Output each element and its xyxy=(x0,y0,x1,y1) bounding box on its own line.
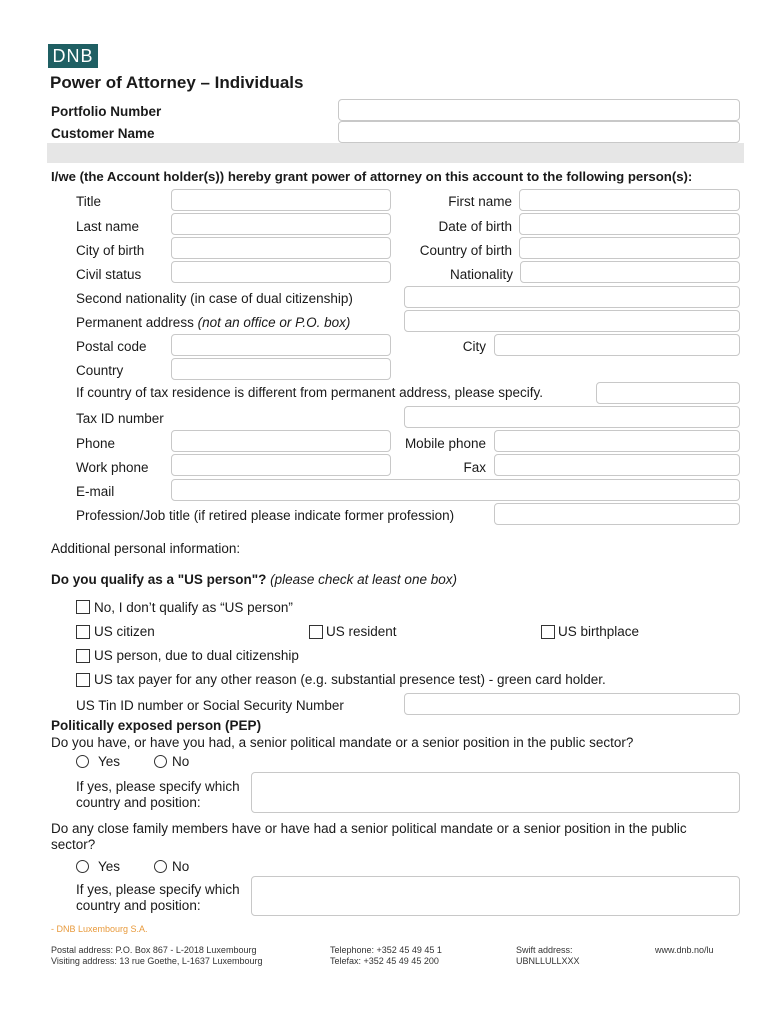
pep2-no-radio[interactable] xyxy=(154,860,167,873)
city-of-birth-field[interactable] xyxy=(171,237,391,259)
pep2-specify-field[interactable] xyxy=(251,876,740,916)
footer-swift-code: UBNLLULLXXX xyxy=(516,956,580,966)
pep1-specify-line2: country and position: xyxy=(76,795,201,810)
pep2-specify-line1: If yes, please specify which xyxy=(76,882,240,897)
dnb-logo: DNB xyxy=(48,44,98,68)
permanent-address-note: (not an office or P.O. box) xyxy=(197,315,351,330)
phone-label: Phone xyxy=(76,436,116,451)
work-phone-label: Work phone xyxy=(76,460,149,475)
pep-question-2-line2: sector? xyxy=(51,837,96,852)
permanent-address-label xyxy=(76,315,350,330)
last-name-field[interactable] xyxy=(171,213,391,235)
permanent-address-text: Permanent address xyxy=(76,315,194,330)
fax-field[interactable] xyxy=(494,454,740,476)
tax-residence-field[interactable] xyxy=(596,382,740,404)
second-nationality-field[interactable] xyxy=(404,286,740,308)
portfolio-number-label: Portfolio Number xyxy=(51,104,162,119)
city-label: City xyxy=(462,339,486,354)
us-resident-label: US resident xyxy=(326,624,397,639)
pep-question-1: Do you have, or have you had, a senior political mandate or a senior position in the public sector? xyxy=(51,735,634,750)
pep-question-2-line1: Do any close family members have or have had a senior political mandate or a senior position in the public xyxy=(51,821,687,836)
us-citizen-label: US citizen xyxy=(94,624,155,639)
tax-id-field[interactable] xyxy=(404,406,740,428)
mobile-phone-label: Mobile phone xyxy=(404,436,486,451)
us-tax-payer-checkbox[interactable] xyxy=(76,673,90,687)
footer-telephone: Telephone: +352 45 49 45 1 xyxy=(330,945,442,955)
tax-id-label: Tax ID number xyxy=(76,411,164,426)
us-resident-checkbox[interactable] xyxy=(309,625,323,639)
second-nationality-label: Second nationality (in case of dual citizenship) xyxy=(76,291,353,306)
footer-telefax: Telefax: +352 45 49 45 200 xyxy=(330,956,439,966)
us-person-question-text: Do you qualify as a "US person"? xyxy=(51,572,267,587)
nationality-field[interactable] xyxy=(520,261,740,283)
us-no-checkbox[interactable] xyxy=(76,600,90,614)
us-citizen-checkbox[interactable] xyxy=(76,625,90,639)
date-of-birth-label: Date of birth xyxy=(438,219,512,234)
us-tax-payer-label: US tax payer for any other reason (e.g. substantial presence test) - green card holder. xyxy=(94,672,606,687)
nationality-label: Nationality xyxy=(449,267,513,282)
pep2-yes-radio[interactable] xyxy=(76,860,89,873)
us-no-label: No, I don’t qualify as “US person” xyxy=(94,600,293,615)
pep2-no-label: No xyxy=(172,859,190,874)
us-birthplace-checkbox[interactable] xyxy=(541,625,555,639)
pep-heading: Politically exposed person (PEP) xyxy=(51,718,262,733)
mobile-phone-field[interactable] xyxy=(494,430,740,452)
first-name-label: First name xyxy=(448,194,512,209)
date-of-birth-field[interactable] xyxy=(519,213,740,235)
civil-status-label: Civil status xyxy=(76,267,142,282)
country-label: Country xyxy=(76,363,124,378)
profession-label: Profession/Job title (if retired please indicate former profession) xyxy=(76,508,455,523)
city-of-birth-label: City of birth xyxy=(76,243,145,258)
additional-info-label: Additional personal information: xyxy=(51,541,241,556)
separator-bar xyxy=(47,143,744,163)
city-field[interactable] xyxy=(494,334,740,356)
work-phone-field[interactable] xyxy=(171,454,391,476)
title-field[interactable] xyxy=(171,189,391,211)
portfolio-number-field[interactable] xyxy=(338,99,740,121)
country-of-birth-field[interactable] xyxy=(519,237,740,259)
us-dual-checkbox[interactable] xyxy=(76,649,90,663)
postal-code-field[interactable] xyxy=(171,334,391,356)
us-person-question-note: (please check at least one box) xyxy=(270,572,457,587)
us-person-question xyxy=(51,572,457,587)
pep1-no-radio[interactable] xyxy=(154,755,167,768)
country-of-birth-label: Country of birth xyxy=(419,243,512,258)
footer-swift-label: Swift address: xyxy=(516,945,573,955)
footer-website-link[interactable]: www.dnb.no/lu xyxy=(655,945,714,955)
us-tin-field[interactable] xyxy=(404,693,740,715)
us-birthplace-label: US birthplace xyxy=(558,624,640,639)
tax-residence-label: If country of tax residence is different from permanent address, please specify. xyxy=(76,385,543,400)
footer-company: - DNB Luxembourg S.A. xyxy=(51,924,148,934)
civil-status-field[interactable] xyxy=(171,261,391,283)
email-label: E-mail xyxy=(76,484,115,499)
pep1-no-label: No xyxy=(172,754,190,769)
customer-name-label: Customer Name xyxy=(51,126,155,141)
title-label: Title xyxy=(76,194,102,209)
first-name-field[interactable] xyxy=(519,189,740,211)
footer-visiting-address: Visiting address: 13 rue Goethe, L-1637 Luxembourg xyxy=(51,956,263,966)
pep2-yes-label: Yes xyxy=(98,859,121,874)
profession-field[interactable] xyxy=(494,503,740,525)
permanent-address-field[interactable] xyxy=(404,310,740,332)
us-tin-label: US Tin ID number or Social Security Number xyxy=(76,698,344,713)
fax-label: Fax xyxy=(463,460,486,475)
phone-field[interactable] xyxy=(171,430,391,452)
customer-name-field[interactable] xyxy=(338,121,740,143)
pep1-specify-field[interactable] xyxy=(251,772,740,813)
country-field[interactable] xyxy=(171,358,391,380)
pep1-specify-line1: If yes, please specify which xyxy=(76,779,240,794)
email-field[interactable] xyxy=(171,479,740,501)
footer-postal-address: Postal address: P.O. Box 867 - L-2018 Luxembourg xyxy=(51,945,257,955)
last-name-label: Last name xyxy=(76,219,140,234)
pep1-yes-label: Yes xyxy=(98,754,121,769)
pep1-yes-radio[interactable] xyxy=(76,755,89,768)
page-title: Power of Attorney – Individuals xyxy=(50,73,304,92)
grant-statement: I/we (the Account holder(s)) hereby grant power of attorney on this account to the following person(s): xyxy=(51,169,693,184)
pep2-specify-line2: country and position: xyxy=(76,898,201,913)
postal-code-label: Postal code xyxy=(76,339,147,354)
us-dual-label: US person, due to dual citizenship xyxy=(94,648,299,663)
